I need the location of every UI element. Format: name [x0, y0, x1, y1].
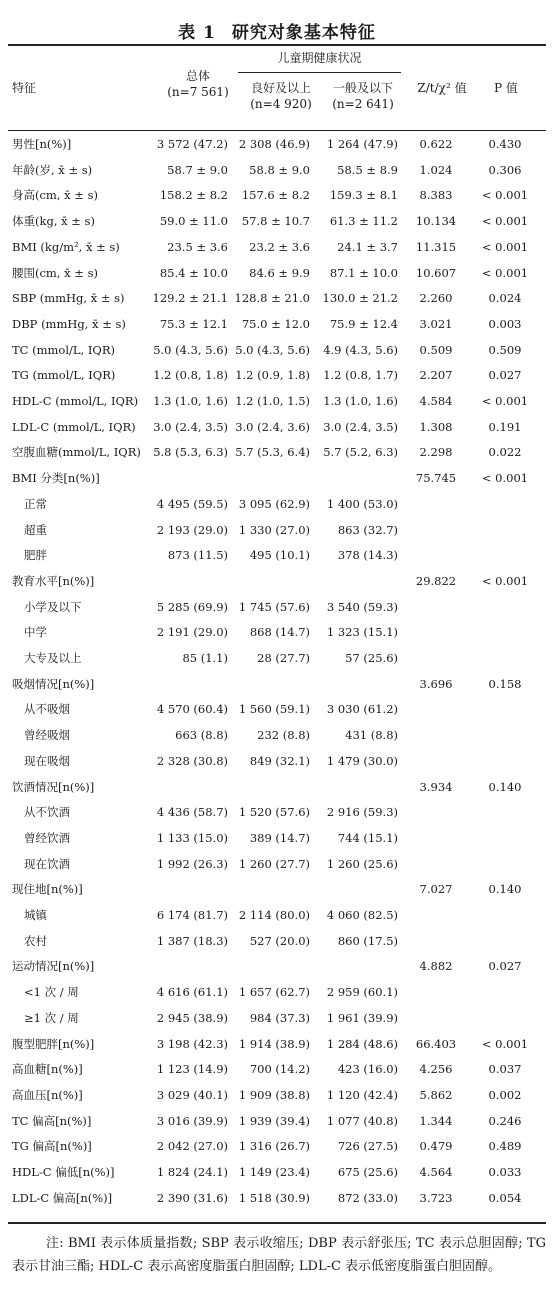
top-rule: [8, 44, 546, 46]
row-label: BMI (kg/m², x̄ ± s): [12, 239, 120, 254]
table-row: [0, 520, 554, 540]
table-row: [0, 931, 554, 951]
cell-p: 0.037: [488, 1062, 522, 1077]
table-row: [0, 1162, 554, 1182]
cell-good: 389 (14.7): [249, 830, 310, 845]
cell-stat: 1.344: [419, 1113, 453, 1128]
table-row: [0, 1111, 554, 1131]
cell-p: < 0.001: [481, 471, 529, 486]
cell-total: 85.4 ± 10.0: [159, 265, 228, 280]
cell-total: 2 193 (29.0): [156, 522, 228, 537]
cell-good: 1 149 (23.4): [238, 1165, 310, 1179]
cell-fair: 130.0 ± 21.2: [322, 291, 398, 306]
cell-good: 984 (37.3): [249, 1010, 310, 1025]
cell-stat: 3.696: [419, 676, 453, 691]
cell-total: 4 616 (61.1): [156, 985, 228, 1000]
header-total-label: 总体: [185, 69, 210, 83]
cell-p: 0.140: [488, 882, 522, 897]
cell-fair: 61.3 ± 11.2: [329, 214, 398, 229]
cell-good: 3.0 (2.4, 3.6): [235, 419, 310, 434]
row-label: 腹型肥胖[n(%)]: [12, 1036, 95, 1051]
cell-stat: 75.745: [415, 471, 457, 486]
cell-fair: 423 (16.0): [337, 1062, 398, 1077]
cell-stat: 11.315: [415, 239, 457, 254]
cell-fair: 1.2 (0.8, 1.7): [323, 368, 398, 383]
header-group: 儿童期健康状况: [277, 51, 362, 65]
cell-fair: 2 959 (60.1): [326, 985, 398, 1000]
row-label: ≥1 次 / 周: [24, 1010, 79, 1025]
table-row: [0, 622, 554, 642]
cell-fair: 1 077 (40.8): [326, 1113, 398, 1128]
cell-fair: 1 400 (53.0): [326, 496, 398, 511]
bottom-rule: [8, 1222, 546, 1224]
cell-p: < 0.001: [481, 1036, 529, 1051]
table-row: [0, 674, 554, 694]
header-total: [158, 68, 238, 100]
cell-p: 0.509: [488, 342, 522, 357]
header-good-label: 良好及以上: [250, 81, 311, 95]
cell-fair: 2 916 (59.3): [326, 805, 398, 820]
cell-fair: 872 (33.0): [337, 1190, 398, 1205]
row-label: 体重(kg, x̄ ± s): [12, 214, 95, 229]
table-row: [0, 1085, 554, 1105]
cell-stat: 66.403: [415, 1036, 457, 1051]
cell-fair: 1 264 (47.9): [326, 137, 398, 151]
row-label: 高血压[n(%)]: [12, 1087, 83, 1102]
cell-fair: 675 (25.6): [337, 1165, 398, 1179]
cell-stat: 3.723: [419, 1190, 453, 1205]
row-label: TG (mmol/L, IQR): [12, 368, 116, 383]
cell-fair: 24.1 ± 3.7: [337, 239, 398, 254]
cell-p: 0.140: [488, 779, 522, 794]
row-label: 正常: [24, 496, 47, 511]
table-number: 表 1: [178, 23, 216, 43]
cell-stat: 0.509: [419, 342, 453, 357]
cell-total: 4 495 (59.5): [156, 496, 228, 511]
cell-p: < 0.001: [481, 265, 529, 280]
cell-total: 59.0 ± 11.0: [159, 214, 228, 229]
row-label: 运动情况[n(%)]: [12, 959, 95, 974]
table-row: [0, 725, 554, 745]
cell-good: 868 (14.7): [249, 625, 310, 640]
cell-good: 700 (14.2): [249, 1062, 310, 1077]
cell-total: 3 572 (47.2): [156, 137, 228, 151]
row-label: 城镇: [24, 908, 47, 922]
header-p: P 值: [494, 81, 518, 95]
cell-p: 0.003: [488, 316, 522, 331]
row-label: LDL-C (mmol/L, IQR): [12, 419, 136, 434]
cell-good: 849 (32.1): [249, 753, 310, 768]
table-row: [0, 160, 554, 180]
cell-fair: 75.9 ± 12.4: [329, 316, 398, 331]
cell-total: 1 123 (14.9): [156, 1062, 228, 1077]
row-label: TC 偏高[n(%)]: [12, 1113, 92, 1128]
cell-good: 1 316 (26.7): [238, 1139, 310, 1154]
cell-total: 1 387 (18.3): [156, 933, 228, 948]
table-row: [0, 211, 554, 231]
cell-stat: 3.934: [419, 779, 453, 794]
cell-fair: 3 030 (61.2): [326, 702, 398, 717]
cell-p: < 0.001: [481, 188, 529, 203]
cell-p: 0.306: [488, 162, 522, 177]
cell-good: 1 939 (39.4): [238, 1113, 310, 1128]
table-row: [0, 442, 554, 462]
row-label: 年龄(岁, x̄ ± s): [12, 162, 93, 177]
cell-stat: 1.308: [419, 419, 453, 434]
cell-good: 1 330 (27.0): [238, 522, 310, 537]
cell-total: 3 198 (42.3): [156, 1036, 228, 1051]
cell-total: 85 (1.1): [182, 651, 228, 665]
row-label: 从不饮酒: [24, 805, 70, 820]
header-fair-n: (n=2 641): [332, 97, 394, 111]
cell-stat: 10.134: [415, 214, 457, 229]
cell-p: 0.489: [488, 1139, 522, 1154]
header-good: [238, 80, 324, 112]
cell-total: 4 436 (58.7): [156, 805, 228, 820]
cell-stat: 8.383: [419, 188, 453, 203]
table-row: [0, 134, 554, 154]
cell-fair: 87.1 ± 10.0: [329, 265, 398, 280]
row-label: DBP (mmHg, x̄ ± s): [12, 316, 126, 331]
row-label: 教育水平[n(%)]: [12, 573, 95, 588]
cell-total: 3.0 (2.4, 3.5): [153, 419, 228, 434]
row-label: 高血糖[n(%)]: [12, 1062, 83, 1077]
row-label: 饮酒情况[n(%)]: [12, 779, 95, 794]
cell-stat: 4.882: [419, 959, 453, 974]
cell-p: 0.027: [488, 368, 522, 383]
header-feature: 特征: [12, 81, 37, 95]
cell-total: 2 042 (27.0): [156, 1139, 228, 1154]
row-label: 小学及以下: [24, 599, 82, 614]
cell-good: 1 657 (62.7): [238, 985, 310, 1000]
cell-stat: 4.256: [419, 1062, 453, 1077]
cell-p: < 0.001: [481, 214, 529, 229]
cell-good: 3 095 (62.9): [238, 496, 310, 511]
table-row: [0, 1188, 554, 1208]
cell-good: 28 (27.7): [257, 651, 310, 665]
cell-total: 2 390 (31.6): [156, 1190, 228, 1205]
row-label: HDL-C 偏低[n(%)]: [12, 1165, 115, 1179]
header-total-n: (n=7 561): [167, 85, 229, 99]
table-row: [0, 237, 554, 257]
cell-fair: 1 961 (39.9): [326, 1010, 398, 1025]
cell-total: 4 570 (60.4): [156, 702, 228, 717]
table-row: [0, 699, 554, 719]
cell-stat: 10.607: [415, 265, 457, 280]
cell-p: 0.024: [488, 291, 522, 306]
cell-total: 129.2 ± 21.1: [152, 291, 228, 306]
table-caption: 研究对象基本特征: [231, 23, 376, 43]
table-row: [0, 545, 554, 565]
row-label: HDL-C (mmol/L, IQR): [12, 394, 139, 408]
cell-good: 2 308 (46.9): [238, 137, 310, 151]
cell-good: 1 909 (38.8): [238, 1087, 310, 1102]
cell-total: 5.0 (4.3, 5.6): [153, 342, 228, 357]
cell-fair: 1.3 (1.0, 1.6): [323, 394, 398, 408]
cell-p: < 0.001: [481, 394, 529, 408]
row-label: 曾经吸烟: [24, 728, 70, 743]
cell-fair: 5.7 (5.2, 6.3): [323, 445, 398, 460]
row-label: 男性[n(%)]: [12, 137, 72, 151]
row-label: <1 次 / 周: [24, 985, 79, 1000]
cell-good: 232 (8.8): [257, 728, 310, 743]
table-row: [0, 185, 554, 205]
cell-total: 663 (8.8): [175, 728, 228, 743]
row-label: SBP (mmHg, x̄ ± s): [12, 291, 125, 306]
table-row: [0, 905, 554, 925]
cell-total: 2 328 (30.8): [156, 753, 228, 768]
cell-total: 23.5 ± 3.6: [167, 239, 228, 254]
cell-fair: 1 479 (30.0): [326, 753, 398, 768]
cell-stat: 1.024: [419, 162, 453, 177]
cell-p: < 0.001: [481, 239, 529, 254]
table-row: [0, 597, 554, 617]
row-label: 现在饮酒: [24, 856, 70, 871]
cell-good: 5.0 (4.3, 5.6): [235, 342, 310, 357]
row-label: 身高(cm, x̄ ± s): [12, 188, 98, 203]
cell-fair: 744 (15.1): [337, 830, 398, 845]
cell-stat: 29.822: [415, 573, 457, 588]
cell-total: 1.3 (1.0, 1.6): [153, 394, 228, 408]
cell-good: 1 914 (38.9): [238, 1036, 310, 1051]
header-fair: [324, 80, 402, 112]
cell-good: 1 518 (30.9): [238, 1190, 310, 1205]
table-row: [0, 314, 554, 334]
cell-stat: 2.298: [419, 445, 453, 460]
table-row: [0, 956, 554, 976]
table-title: [0, 18, 554, 43]
table-row: [0, 648, 554, 668]
row-label: 中学: [24, 625, 47, 640]
table-row: [0, 365, 554, 385]
table-row: [0, 494, 554, 514]
cell-fair: 1 260 (25.6): [326, 856, 398, 871]
table-row: [0, 751, 554, 771]
cell-fair: 4.9 (4.3, 5.6): [323, 342, 398, 357]
table-row: [0, 777, 554, 797]
cell-p: 0.430: [488, 137, 522, 151]
table-row: [0, 288, 554, 308]
cell-p: 0.033: [488, 1165, 522, 1179]
table-row: [0, 982, 554, 1002]
row-label: 超重: [24, 522, 47, 537]
cell-fair: 378 (14.3): [337, 548, 398, 563]
row-label: 曾经饮酒: [24, 830, 70, 845]
table-row: [0, 854, 554, 874]
row-label: LDL-C 偏高[n(%)]: [12, 1190, 113, 1205]
cell-good: 75.0 ± 12.0: [241, 316, 310, 331]
table-row: [0, 391, 554, 411]
table-row: [0, 1059, 554, 1079]
cell-good: 157.6 ± 8.2: [241, 188, 310, 203]
cell-stat: 0.622: [419, 137, 453, 151]
cell-good: 84.6 ± 9.9: [249, 265, 310, 280]
cell-fair: 726 (27.5): [337, 1139, 398, 1154]
cell-total: 5 285 (69.9): [156, 599, 228, 614]
cell-fair: 863 (32.7): [337, 522, 398, 537]
table-row: [0, 468, 554, 488]
cell-good: 23.2 ± 3.6: [249, 239, 310, 254]
cell-total: 2 945 (38.9): [156, 1010, 228, 1025]
row-label: 从不吸烟: [24, 702, 70, 717]
cell-p: 0.158: [488, 676, 522, 691]
row-label: 肥胖: [24, 548, 47, 563]
cell-good: 1 520 (57.6): [238, 805, 310, 820]
table-row: [0, 263, 554, 283]
cell-total: 2 191 (29.0): [156, 625, 228, 640]
cell-total: 873 (11.5): [167, 548, 228, 563]
cell-good: 57.8 ± 10.7: [241, 214, 310, 229]
table-row: [0, 340, 554, 360]
cell-fair: 159.3 ± 8.1: [329, 188, 398, 203]
row-label: 农村: [24, 933, 47, 948]
cell-good: 2 114 (80.0): [238, 908, 310, 922]
row-label: 空腹血糖(mmol/L, IQR): [12, 445, 141, 460]
cell-stat: 5.862: [419, 1087, 453, 1102]
table-row: [0, 1008, 554, 1028]
cell-p: 0.022: [488, 445, 522, 460]
cell-total: 158.2 ± 8.2: [159, 188, 228, 203]
table-row: [0, 1034, 554, 1054]
cell-fair: 3 540 (59.3): [326, 599, 398, 614]
table-row: [0, 802, 554, 822]
row-label: BMI 分类[n(%)]: [12, 471, 100, 486]
cell-stat: 7.027: [419, 882, 453, 897]
row-label: 腰围(cm, x̄ ± s): [12, 265, 98, 280]
cell-total: 1 992 (26.3): [156, 856, 228, 871]
cell-fair: 1 120 (42.4): [326, 1087, 398, 1102]
table-row: [0, 571, 554, 591]
row-label: 大专及以上: [24, 651, 82, 665]
cell-good: 495 (10.1): [249, 548, 310, 563]
cell-good: 58.8 ± 9.0: [249, 162, 310, 177]
cell-p: 0.191: [488, 419, 522, 434]
cell-good: 1 745 (57.6): [238, 599, 310, 614]
cell-total: 75.3 ± 12.1: [159, 316, 228, 331]
cell-fair: 431 (8.8): [345, 728, 398, 743]
cell-total: 5.8 (5.3, 6.3): [153, 445, 228, 460]
cell-good: 1 560 (59.1): [238, 702, 310, 717]
cell-total: 1.2 (0.8, 1.8): [153, 368, 228, 383]
cell-total: 58.7 ± 9.0: [167, 162, 228, 177]
row-label: 现住地[n(%)]: [12, 882, 83, 897]
cell-good: 1.2 (0.9, 1.8): [235, 368, 310, 383]
cell-total: 6 174 (81.7): [156, 908, 228, 922]
header-stat: Z/t/χ² 值: [417, 81, 467, 95]
header-fair-label: 一般及以下: [332, 81, 393, 95]
header-rule: [8, 130, 546, 131]
row-label: TG 偏高[n(%)]: [12, 1139, 92, 1154]
header-good-n: (n=4 920): [250, 97, 312, 111]
cell-stat: 2.260: [419, 291, 453, 306]
cell-fair: 57 (25.6): [345, 651, 398, 665]
cell-total: 3 029 (40.1): [156, 1087, 228, 1102]
cell-stat: 4.564: [419, 1165, 453, 1179]
cell-fair: 58.5 ± 8.9: [337, 162, 398, 177]
cell-stat: 4.584: [419, 394, 453, 408]
table-note: 注: BMI 表示体质量指数; SBP 表示收缩压; DBP 表示舒张压; TC 表示总胆固醇; TG 表示甘油三酯; HDL-C 表示高密度脂蛋白胆固醇; LDL-C 表示低密度脂蛋白胆固醇。: [12, 1236, 546, 1274]
cell-stat: 3.021: [419, 316, 453, 331]
cell-fair: 1 323 (15.1): [326, 625, 398, 640]
cell-total: 1 824 (24.1): [156, 1165, 228, 1179]
cell-fair: 1 284 (48.6): [326, 1036, 398, 1051]
cell-p: 0.054: [488, 1190, 522, 1205]
table-row: [0, 828, 554, 848]
cell-good: 527 (20.0): [249, 933, 310, 948]
group-rule: [238, 72, 401, 73]
cell-total: 1 133 (15.0): [156, 830, 228, 845]
cell-fair: 860 (17.5): [337, 933, 398, 948]
cell-p: 0.002: [488, 1087, 522, 1102]
cell-good: 5.7 (5.3, 6.4): [235, 445, 310, 460]
cell-fair: 3.0 (2.4, 3.5): [323, 419, 398, 434]
cell-fair: 4 060 (82.5): [326, 908, 398, 922]
cell-p: 0.246: [488, 1113, 522, 1128]
row-label: 现在吸烟: [24, 753, 70, 768]
cell-p: 0.027: [488, 959, 522, 974]
row-label: TC (mmol/L, IQR): [12, 342, 115, 357]
cell-stat: 0.479: [419, 1139, 453, 1154]
cell-total: 3 016 (39.9): [156, 1113, 228, 1128]
cell-good: 1 260 (27.7): [238, 856, 310, 871]
table-row: [0, 879, 554, 899]
cell-stat: 2.207: [419, 368, 453, 383]
table-row: [0, 1136, 554, 1156]
cell-p: < 0.001: [481, 573, 529, 588]
row-label: 吸烟情况[n(%)]: [12, 676, 95, 691]
cell-good: 128.8 ± 21.0: [234, 291, 310, 306]
cell-good: 1.2 (1.0, 1.5): [235, 394, 310, 408]
table-row: [0, 417, 554, 437]
